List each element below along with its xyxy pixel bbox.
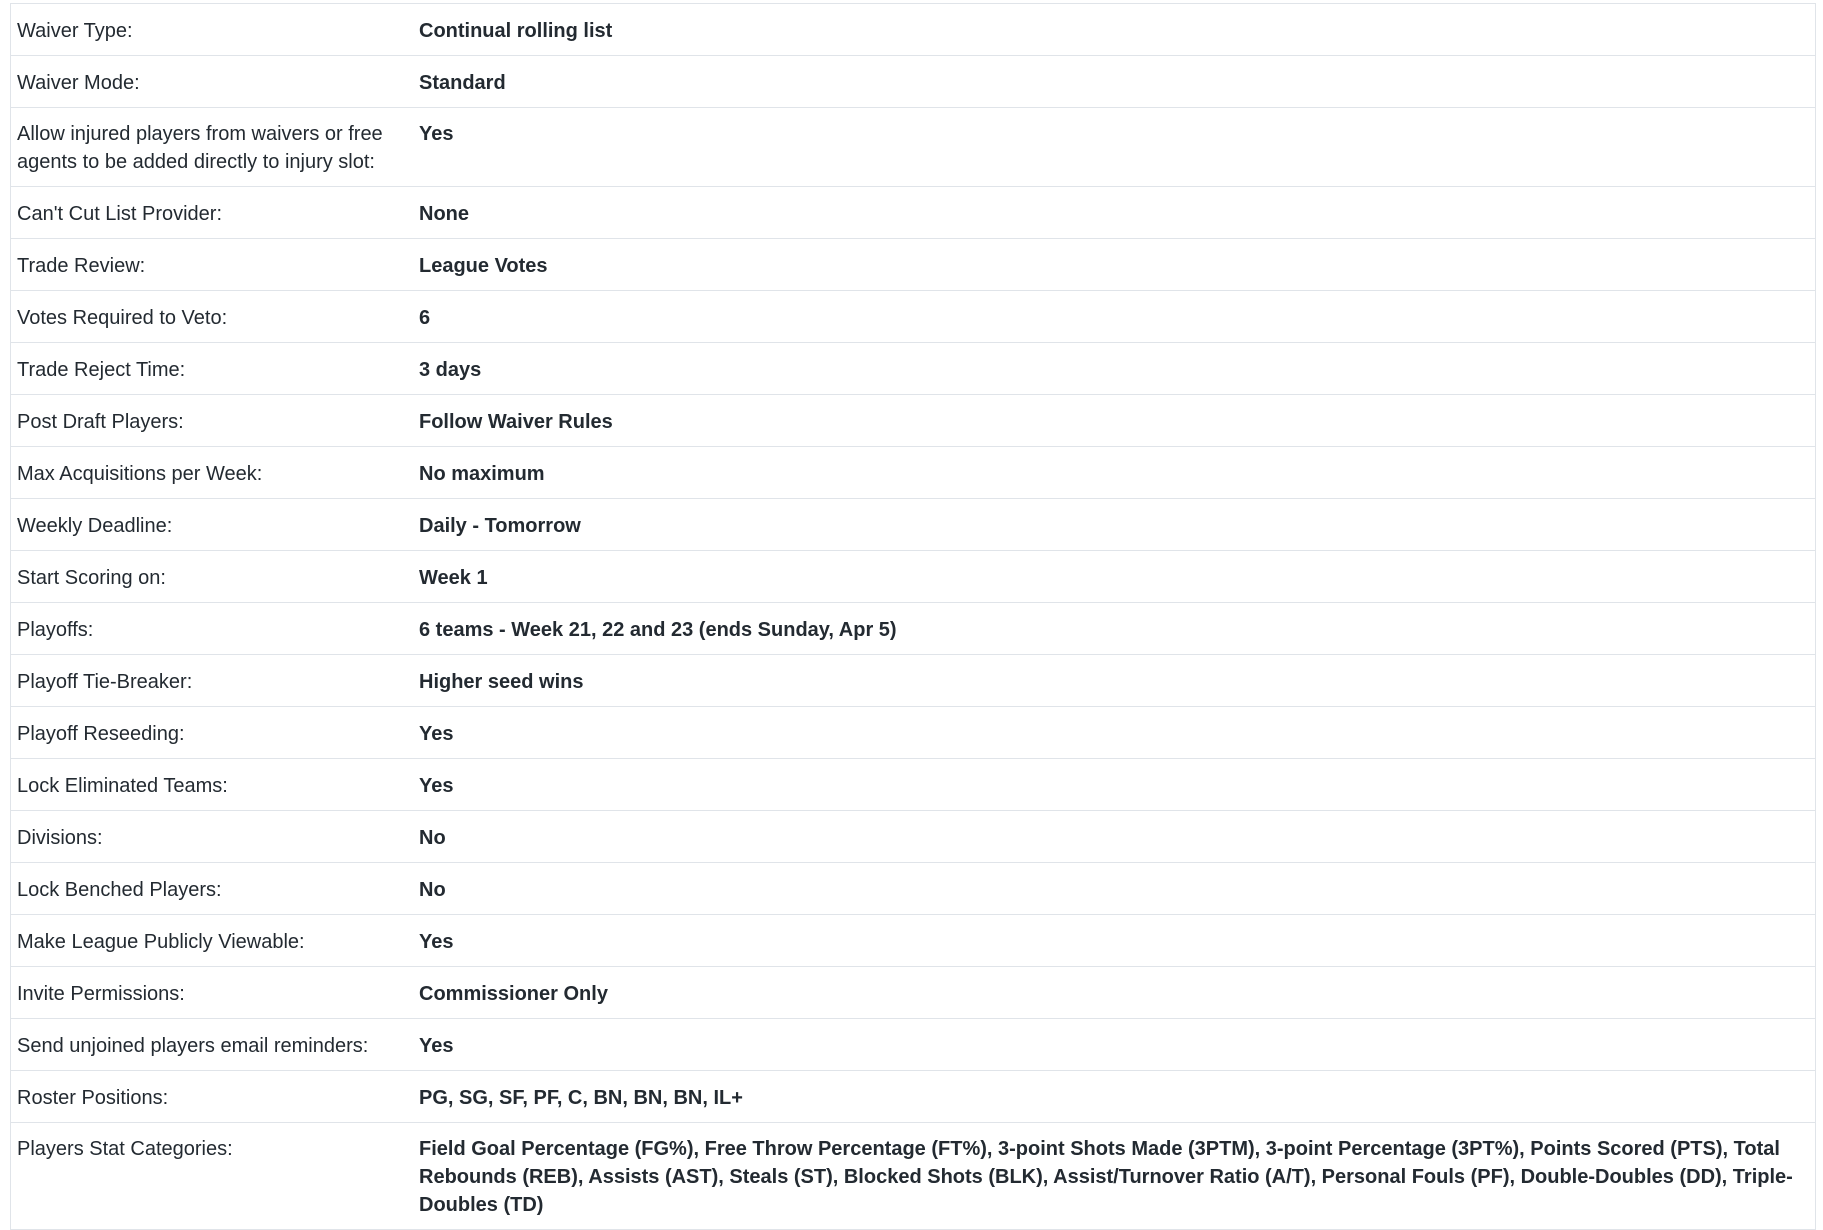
setting-label: Max Acquisitions per Week: xyxy=(17,463,263,485)
league-settings-panel xyxy=(10,3,1816,1230)
settings-row-lock-eliminated-teams xyxy=(11,759,1816,811)
settings-row-roster-positions xyxy=(11,1071,1816,1123)
setting-value: Follow Waiver Rules xyxy=(419,411,613,433)
setting-label: Lock Benched Players: xyxy=(17,879,222,901)
settings-row-playoff-reseeding xyxy=(11,707,1816,759)
settings-row-publicly-viewable xyxy=(11,915,1816,967)
setting-value: Commissioner Only xyxy=(419,983,608,1005)
setting-value: Higher seed wins xyxy=(419,671,584,693)
setting-label: Playoff Tie-Breaker: xyxy=(17,671,193,693)
setting-label: Playoff Reseeding: xyxy=(17,723,185,745)
setting-value: 3 days xyxy=(419,359,482,381)
settings-row-max-acquisitions xyxy=(11,447,1816,499)
setting-value: Continual rolling list xyxy=(419,20,613,42)
settings-row-start-scoring xyxy=(11,551,1816,603)
setting-label: Can't Cut List Provider: xyxy=(17,203,223,225)
setting-label: Waiver Type: xyxy=(17,20,133,42)
setting-label: Votes Required to Veto: xyxy=(17,307,228,329)
setting-label: Allow injured players from waivers or free agents to be added directly to injury slot: xyxy=(17,123,383,173)
settings-row-cant-cut-list xyxy=(11,187,1816,239)
settings-row-weekly-deadline xyxy=(11,499,1816,551)
setting-value: Field Goal Percentage (FG%), Free Throw Percentage (FT%), 3-point Shots Made (3PTM), 3-point Percentage (3PT%), Points Scored (PTS), Total Rebounds (REB), Assists (AST), Steals (ST), Blocked Shots (BLK), Assist/Turnover Ratio (A/T), Personal Fouls (PF), Double-Doubles (DD), Triple-Doubles (TD) xyxy=(419,1138,1793,1216)
settings-row-invite-permissions xyxy=(11,967,1816,1019)
settings-row-waiver-mode xyxy=(11,56,1816,108)
settings-row-lock-benched-players xyxy=(11,863,1816,915)
setting-value: No xyxy=(419,827,446,849)
settings-row-trade-reject-time xyxy=(11,343,1816,395)
setting-label: Players Stat Categories: xyxy=(17,1138,233,1160)
setting-value: Daily - Tomorrow xyxy=(419,515,581,537)
settings-row-playoffs xyxy=(11,603,1816,655)
setting-label: Roster Positions: xyxy=(17,1087,169,1109)
settings-row-divisions xyxy=(11,811,1816,863)
setting-label: Lock Eliminated Teams: xyxy=(17,775,228,797)
setting-label: Start Scoring on: xyxy=(17,567,166,589)
setting-value: Yes xyxy=(419,723,454,745)
setting-label: Waiver Mode: xyxy=(17,72,140,94)
setting-value: PG, SG, SF, PF, C, BN, BN, BN, IL+ xyxy=(419,1087,743,1109)
settings-row-injured-players xyxy=(11,108,1816,187)
settings-row-trade-review xyxy=(11,239,1816,291)
setting-value: Yes xyxy=(419,931,454,953)
setting-value: Standard xyxy=(419,72,506,94)
setting-label: Invite Permissions: xyxy=(17,983,185,1005)
setting-value: Yes xyxy=(419,1035,454,1057)
setting-label: Post Draft Players: xyxy=(17,411,184,433)
settings-row-waiver-type xyxy=(11,4,1816,56)
setting-value: 6 teams - Week 21, 22 and 23 (ends Sunday, Apr 5) xyxy=(419,619,897,641)
setting-value: 6 xyxy=(419,307,431,329)
setting-label: Divisions: xyxy=(17,827,103,849)
settings-row-post-draft-players xyxy=(11,395,1816,447)
league-settings-table xyxy=(10,3,1816,1230)
setting-label: Make League Publicly Viewable: xyxy=(17,931,305,953)
setting-label: Send unjoined players email reminders: xyxy=(17,1035,369,1057)
settings-row-email-reminders xyxy=(11,1019,1816,1071)
setting-label: Weekly Deadline: xyxy=(17,515,173,537)
setting-value: Week 1 xyxy=(419,567,488,589)
setting-label: Trade Reject Time: xyxy=(17,359,186,381)
settings-row-playoff-tie-breaker xyxy=(11,655,1816,707)
setting-value: None xyxy=(419,203,469,225)
setting-value: Yes xyxy=(419,123,454,145)
settings-row-votes-to-veto xyxy=(11,291,1816,343)
setting-value: No maximum xyxy=(419,463,545,485)
setting-value: Yes xyxy=(419,775,454,797)
settings-row-stat-categories xyxy=(11,1123,1816,1230)
setting-label: Trade Review: xyxy=(17,255,146,277)
setting-value: League Votes xyxy=(419,255,548,277)
setting-label: Playoffs: xyxy=(17,619,94,641)
setting-value: No xyxy=(419,879,446,901)
